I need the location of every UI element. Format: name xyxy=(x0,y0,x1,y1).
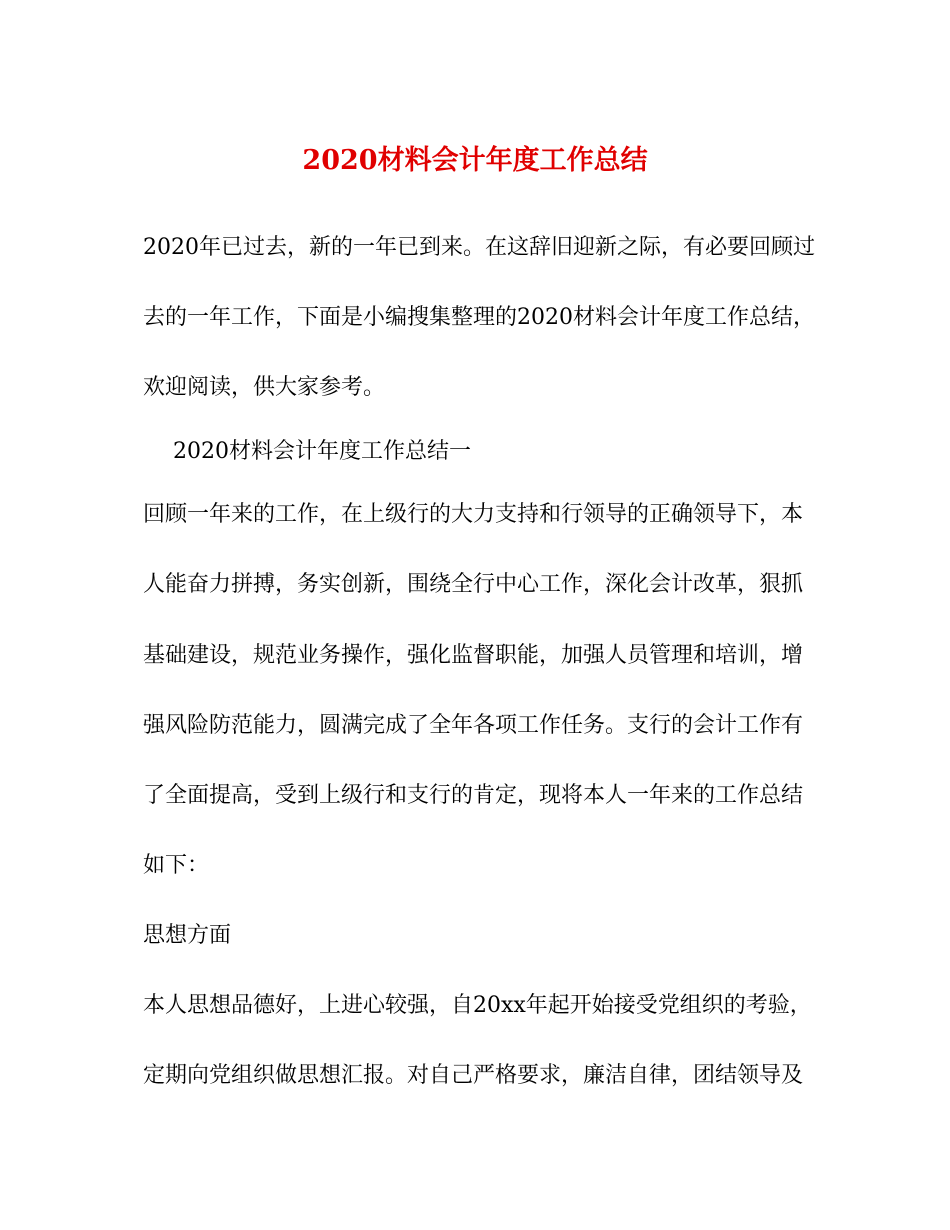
intro-line-2: 去的一年工作，下面是小编搜集整理的2020材料会计年度工作总结， xyxy=(143,305,815,330)
subheading-thought: 思想方面 xyxy=(143,923,232,948)
body-line-7: 本人思想品德好，上进心较强，自20xx年起开始接受党组织的考验， xyxy=(143,993,812,1018)
intro-line-3: 欢迎阅读，供大家参考。 xyxy=(143,375,386,400)
body-line-1: 回顾一年来的工作，在上级行的大力支持和行领导的正确领导下，本 xyxy=(143,502,804,527)
body-line-6: 如下： xyxy=(143,853,210,878)
body-line-8: 定期向党组织做思想汇报。对自己严格要求，廉洁自律，团结领导及 xyxy=(143,1063,804,1088)
body-line-4: 强风险防范能力，圆满完成了全年各项工作任务。支行的会计工作有 xyxy=(143,713,804,738)
document-title: 2020材料会计年度工作总结 xyxy=(302,145,648,176)
intro-line-1: 2020年已过去，新的一年已到来。在这辞旧迎新之际，有必要回顾过 xyxy=(143,235,815,260)
body-line-3: 基础建设，规范业务操作，强化监督职能，加强人员管理和培训，增 xyxy=(143,643,804,668)
section-heading-1: 2020材料会计年度工作总结一 xyxy=(173,439,471,464)
body-line-5: 了全面提高，受到上级行和支行的肯定，现将本人一年来的工作总结 xyxy=(143,783,804,808)
body-line-2: 人能奋力拼搏，务实创新，围绕全行中心工作，深化会计改革，狠抓 xyxy=(143,572,804,597)
